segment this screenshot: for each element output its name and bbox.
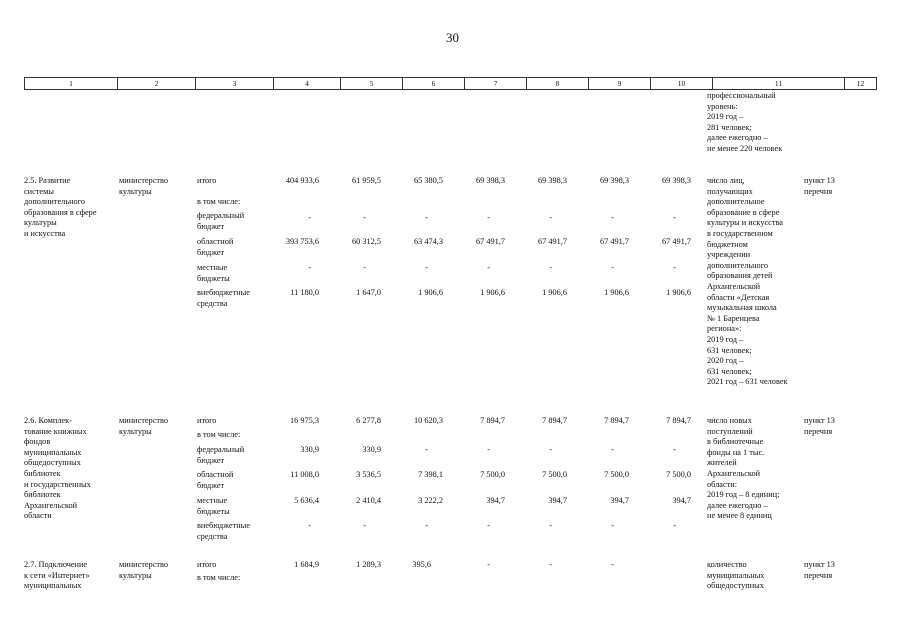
value-cell: 1 906,6: [604, 288, 629, 297]
note-text: пункт 13 перечня: [804, 560, 835, 580]
value-cell: -: [611, 213, 614, 222]
value-cell: 67 491,7: [537, 237, 567, 246]
value-cell: 1 289,3: [356, 560, 381, 569]
measure-name: 2.7. Подключение к сети «Интернет» муниципальных: [24, 560, 90, 591]
note-text: пункт 13 перечня: [804, 416, 835, 436]
source-label: итого: [197, 560, 217, 569]
column-number: 7: [465, 78, 527, 90]
value-cell: -: [308, 263, 311, 272]
measure-name: 2.5. Развитие системы дополнительного образования в сфере культуры и искусства: [24, 176, 97, 238]
value-cell: -: [611, 521, 614, 530]
source-label: в том числе:: [197, 197, 241, 206]
value-cell: -: [673, 213, 676, 222]
value-cell: -: [549, 213, 552, 222]
column-number: 9: [589, 78, 651, 90]
column-number: 12: [845, 78, 877, 90]
value-cell: 65 380,5: [413, 176, 443, 185]
value-cell: 3 222,2: [418, 496, 443, 505]
indicator-text: число новых поступлений в библиотечные фонды на 1 тыс. жителей Архангельской области: 2019 год – 8 единиц; далее ежегодно – не менее 8 единиц: [707, 416, 780, 521]
value-cell: 69 398,3: [537, 176, 567, 185]
column-number: 5: [341, 78, 403, 90]
section-2-5: [24, 176, 876, 406]
column-number: 3: [196, 78, 274, 90]
column-number: 1: [25, 78, 118, 90]
value-cell: 7 894,7: [604, 416, 629, 425]
value-cell: 16 975,3: [289, 416, 319, 425]
value-cell: 7 894,7: [480, 416, 505, 425]
source-label: местные бюджеты: [197, 263, 230, 283]
value-cell: 11 180,0: [290, 288, 319, 297]
value-cell: 67 491,7: [661, 237, 691, 246]
value-cell: 69 398,3: [475, 176, 505, 185]
source-label: внебюджетные средства: [197, 521, 250, 541]
value-cell: -: [425, 521, 428, 530]
value-cell: -: [611, 263, 614, 272]
indicator-text: количество муниципальных общедоступных: [707, 560, 765, 591]
value-cell: 67 491,7: [599, 237, 629, 246]
source-label: федеральный бюджет: [197, 445, 245, 465]
value-cell: 1 906,6: [418, 288, 443, 297]
value-cell: -: [487, 213, 490, 222]
value-cell: 7 894,7: [542, 416, 567, 425]
source-label: федеральный бюджет: [197, 211, 245, 231]
value-cell: 6 277,8: [356, 416, 381, 425]
value-cell: 330,9: [362, 445, 381, 454]
section-2-6: [24, 416, 876, 546]
column-number: 11: [713, 78, 845, 90]
value-cell: 394,7: [548, 496, 567, 505]
source-label: итого: [197, 416, 217, 425]
column-number: 2: [118, 78, 196, 90]
value-cell: -: [549, 263, 552, 272]
value-cell: 7 894,7: [666, 416, 691, 425]
value-cell: 2 410,4: [356, 496, 381, 505]
indicator-text: число лиц, получающих дополнительное образование в сфере культуры и искусства в государственном бюджетном учреждении дополнительного образования детей Архангельской области «Детская музыкальная школа № 1 Баренцева региона»: 2019 год – 631 человек; 2020 год – 631 человек; 2021 год – 631 человек: [707, 176, 788, 387]
value-cell: 7 398,1: [418, 470, 443, 479]
column-number: 10: [651, 78, 713, 90]
value-cell: 7 500,0: [480, 470, 505, 479]
value-cell: 5 636,4: [294, 496, 319, 505]
value-cell: -: [487, 521, 490, 530]
column-number: 6: [403, 78, 465, 90]
value-cell: 10 620,3: [413, 416, 443, 425]
source-label: в том числе:: [197, 430, 241, 439]
value-cell: -: [308, 213, 311, 222]
section-2-7: [24, 560, 876, 600]
value-cell: -: [673, 445, 676, 454]
value-cell: 7 500,0: [604, 470, 629, 479]
value-cell: 395,6: [412, 560, 431, 569]
value-cell: 69 398,3: [599, 176, 629, 185]
value-cell: -: [308, 521, 311, 530]
value-cell: -: [363, 213, 366, 222]
value-cell: -: [549, 521, 552, 530]
note-text: пункт 13 перечня: [804, 176, 835, 196]
value-cell: 1 684,9: [294, 560, 319, 569]
value-cell: -: [487, 560, 490, 569]
page-number: 30: [446, 30, 459, 45]
source-label: в том числе:: [197, 573, 241, 582]
value-cell: 1 906,6: [480, 288, 505, 297]
value-cell: -: [611, 560, 614, 569]
value-cell: -: [611, 445, 614, 454]
value-cell: 394,7: [486, 496, 505, 505]
value-cell: -: [363, 521, 366, 530]
value-cell: -: [425, 263, 428, 272]
value-cell: 1 906,6: [542, 288, 567, 297]
source-label: внебюджетные средства: [197, 288, 250, 308]
column-number: 8: [527, 78, 589, 90]
value-cell: -: [549, 560, 552, 569]
value-cell: 11 008,0: [290, 470, 319, 479]
value-cell: 7 500,0: [542, 470, 567, 479]
value-cell: -: [673, 521, 676, 530]
source-label: местные бюджеты: [197, 496, 230, 516]
value-cell: 394,7: [672, 496, 691, 505]
source-label: итого: [197, 176, 217, 185]
value-cell: 1 906,6: [666, 288, 691, 297]
value-cell: 393 753,6: [285, 237, 319, 246]
value-cell: 60 312,5: [351, 237, 381, 246]
source-label: областной бюджет: [197, 237, 234, 257]
value-cell: 69 398,3: [661, 176, 691, 185]
value-cell: 3 536,5: [356, 470, 381, 479]
value-cell: -: [363, 263, 366, 272]
value-cell: -: [487, 263, 490, 272]
carryover-indicator: профессиональный уровень: 2019 год – 281 человек; далее ежегодно – не менее 220 человек: [707, 91, 783, 153]
executor: министерство культуры: [119, 560, 169, 580]
value-cell: 61 959,5: [351, 176, 381, 185]
executor: министерство культуры: [119, 176, 169, 196]
source-label: областной бюджет: [197, 470, 234, 490]
value-cell: 404 933,6: [285, 176, 319, 185]
value-cell: 67 491,7: [475, 237, 505, 246]
value-cell: 7 500,0: [666, 470, 691, 479]
column-header-row: [24, 77, 877, 90]
measure-name: 2.6. Комплек- тование книжных фондов муниципальных общедоступных библиотек и государственных библиотек Архангельской области: [24, 416, 91, 521]
value-cell: -: [425, 213, 428, 222]
value-cell: -: [549, 445, 552, 454]
value-cell: 63 474,3: [413, 237, 443, 246]
value-cell: 1 647,0: [356, 288, 381, 297]
column-number: 4: [274, 78, 341, 90]
value-cell: 330,9: [300, 445, 319, 454]
value-cell: 394,7: [610, 496, 629, 505]
value-cell: -: [425, 445, 428, 454]
value-cell: -: [487, 445, 490, 454]
value-cell: -: [673, 263, 676, 272]
executor: министерство культуры: [119, 416, 169, 436]
